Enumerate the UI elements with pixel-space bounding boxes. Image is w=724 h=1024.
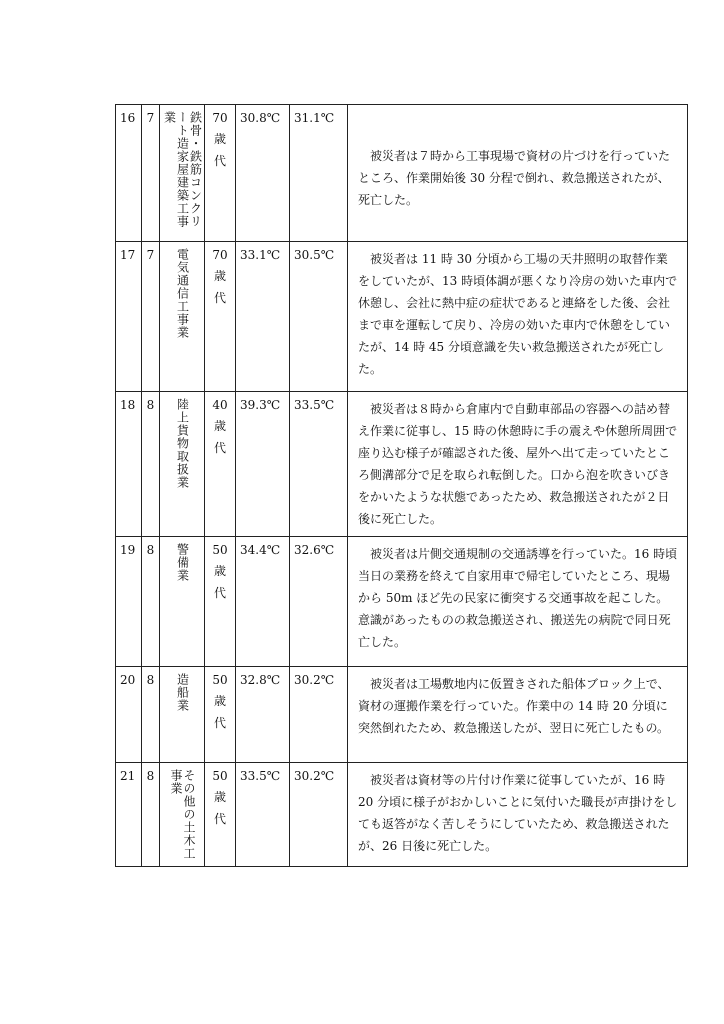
case-number: 20 [116, 667, 142, 763]
case-description-cell [348, 105, 688, 242]
wbgt-value: 39.3℃ [236, 392, 290, 537]
age-cell [205, 392, 236, 537]
case-month: 8 [142, 392, 160, 537]
industry-name: その他の土木工事業 [169, 769, 196, 860]
industry-cell [160, 242, 205, 392]
age-cell [205, 537, 236, 667]
age-unit: 歳 [213, 790, 226, 804]
age-unit: 歳 [213, 564, 226, 578]
case-month: 8 [142, 537, 160, 667]
industry-cell [160, 537, 205, 667]
wbgt-value: 30.8℃ [236, 105, 290, 242]
case-description: 被災者は 11 時 30 分頃から工場の天井照明の取替作業をしていたが、13 時頃体調が悪くなり冷房の効いた車内で休憩し、会社に熱中症の症状であると連絡をした後、会社まで車を運転して戻り、冷房の効いた車内で休憩をしていたが、14 時 45 分頃意識を失い救急搬送されたが死亡した。 [358, 252, 678, 376]
age-suffix: 代 [213, 812, 226, 826]
age-number: 50 [212, 673, 228, 687]
age-cell [205, 763, 236, 867]
age-suffix: 代 [213, 441, 226, 455]
case-description-cell [348, 763, 688, 867]
case-description-cell [348, 537, 688, 667]
wbgt-value: 33.5℃ [236, 763, 290, 867]
case-month: 8 [142, 667, 160, 763]
table-row [116, 105, 688, 242]
age-number: 70 [212, 111, 228, 125]
industry-cell [160, 667, 205, 763]
case-number: 17 [116, 242, 142, 392]
age-number: 40 [212, 398, 228, 412]
age-cell [205, 242, 236, 392]
age-suffix: 代 [213, 291, 226, 305]
case-description: 被災者は資材等の片付け作業に従事していたが、16 時 20 分頃に様子がおかしいことに気付いた職長が声掛けをしても返答がなく苦しそうにしていたため、救急搬送されたが、26 日後に死亡した。 [358, 773, 678, 853]
wbgt-reference-value: 33.5℃ [290, 392, 348, 537]
wbgt-reference-value: 30.2℃ [290, 763, 348, 867]
case-description-cell [348, 667, 688, 763]
case-number: 21 [116, 763, 142, 867]
case-description: 被災者は工場敷地内に仮置きされた船体ブロック上で、資材の運搬作業を行っていた。作業中の 14 時 20 分頃に突然倒れたため、救急搬送したが、翌日に死亡したもの。 [358, 677, 670, 735]
case-description-cell [348, 392, 688, 537]
case-description-cell [348, 242, 688, 392]
age-suffix: 代 [213, 586, 226, 600]
case-number: 18 [116, 392, 142, 537]
industry-name: 陸上貨物取扱業 [175, 398, 190, 489]
table-row [116, 392, 688, 537]
age-suffix: 代 [213, 154, 226, 168]
case-table [115, 104, 688, 867]
industry-name: 警備業 [175, 543, 190, 582]
wbgt-reference-value: 30.2℃ [290, 667, 348, 763]
case-month: 7 [142, 105, 160, 242]
age-cell [205, 667, 236, 763]
age-unit: 歳 [213, 694, 226, 708]
wbgt-value: 32.8℃ [236, 667, 290, 763]
age-number: 50 [212, 769, 228, 783]
industry-cell [160, 392, 205, 537]
case-number: 19 [116, 537, 142, 667]
table-row [116, 242, 688, 392]
wbgt-value: 33.1℃ [236, 242, 290, 392]
age-unit: 歳 [213, 132, 226, 146]
age-number: 70 [212, 248, 228, 262]
table-row [116, 537, 688, 667]
age-unit: 歳 [213, 269, 226, 283]
wbgt-reference-value: 31.1℃ [290, 105, 348, 242]
industry-name: 造船業 [175, 673, 190, 712]
age-unit: 歳 [213, 419, 226, 433]
age-cell [205, 105, 236, 242]
case-description: 被災者は片側交通規制の交通誘導を行っていた。16 時頃当日の業務を終えて自家用車で帰宅していたところ、現場から 50m ほど先の民家に衝突する交通事故を起こした。意識があったものの救急搬送され、搬送先の病院で同日死亡した。 [358, 547, 678, 649]
wbgt-value: 34.4℃ [236, 537, 290, 667]
industry-name: 鉄骨・鉄筋コンクリート造家屋建築工事業 [162, 111, 203, 228]
industry-cell [160, 763, 205, 867]
case-description: 被災者は７時から工事現場で資材の片づけを行っていたところ、作業開始後 30 分程で倒れ、救急搬送されたが、死亡した。 [358, 149, 671, 207]
wbgt-reference-value: 30.5℃ [290, 242, 348, 392]
case-description: 被災者は８時から倉庫内で自動車部品の容器への詰め替え作業に従事し、15 時の休憩時に手の震えや休憩所周囲で座り込む様子が確認された後、屋外へ出て走っていたところ側溝部分で足を取られ転倒した。口から泡を吹きいびきをかいたような状態であったため、救急搬送されたが２日後に死亡した。 [358, 402, 678, 526]
industry-cell [160, 105, 205, 242]
case-month: 8 [142, 763, 160, 867]
age-suffix: 代 [213, 716, 226, 730]
age-number: 50 [212, 543, 228, 557]
table-row [116, 667, 688, 763]
table-row [116, 763, 688, 867]
case-month: 7 [142, 242, 160, 392]
case-number: 16 [116, 105, 142, 242]
industry-name: 電気通信工事業 [175, 248, 190, 339]
wbgt-reference-value: 32.6℃ [290, 537, 348, 667]
